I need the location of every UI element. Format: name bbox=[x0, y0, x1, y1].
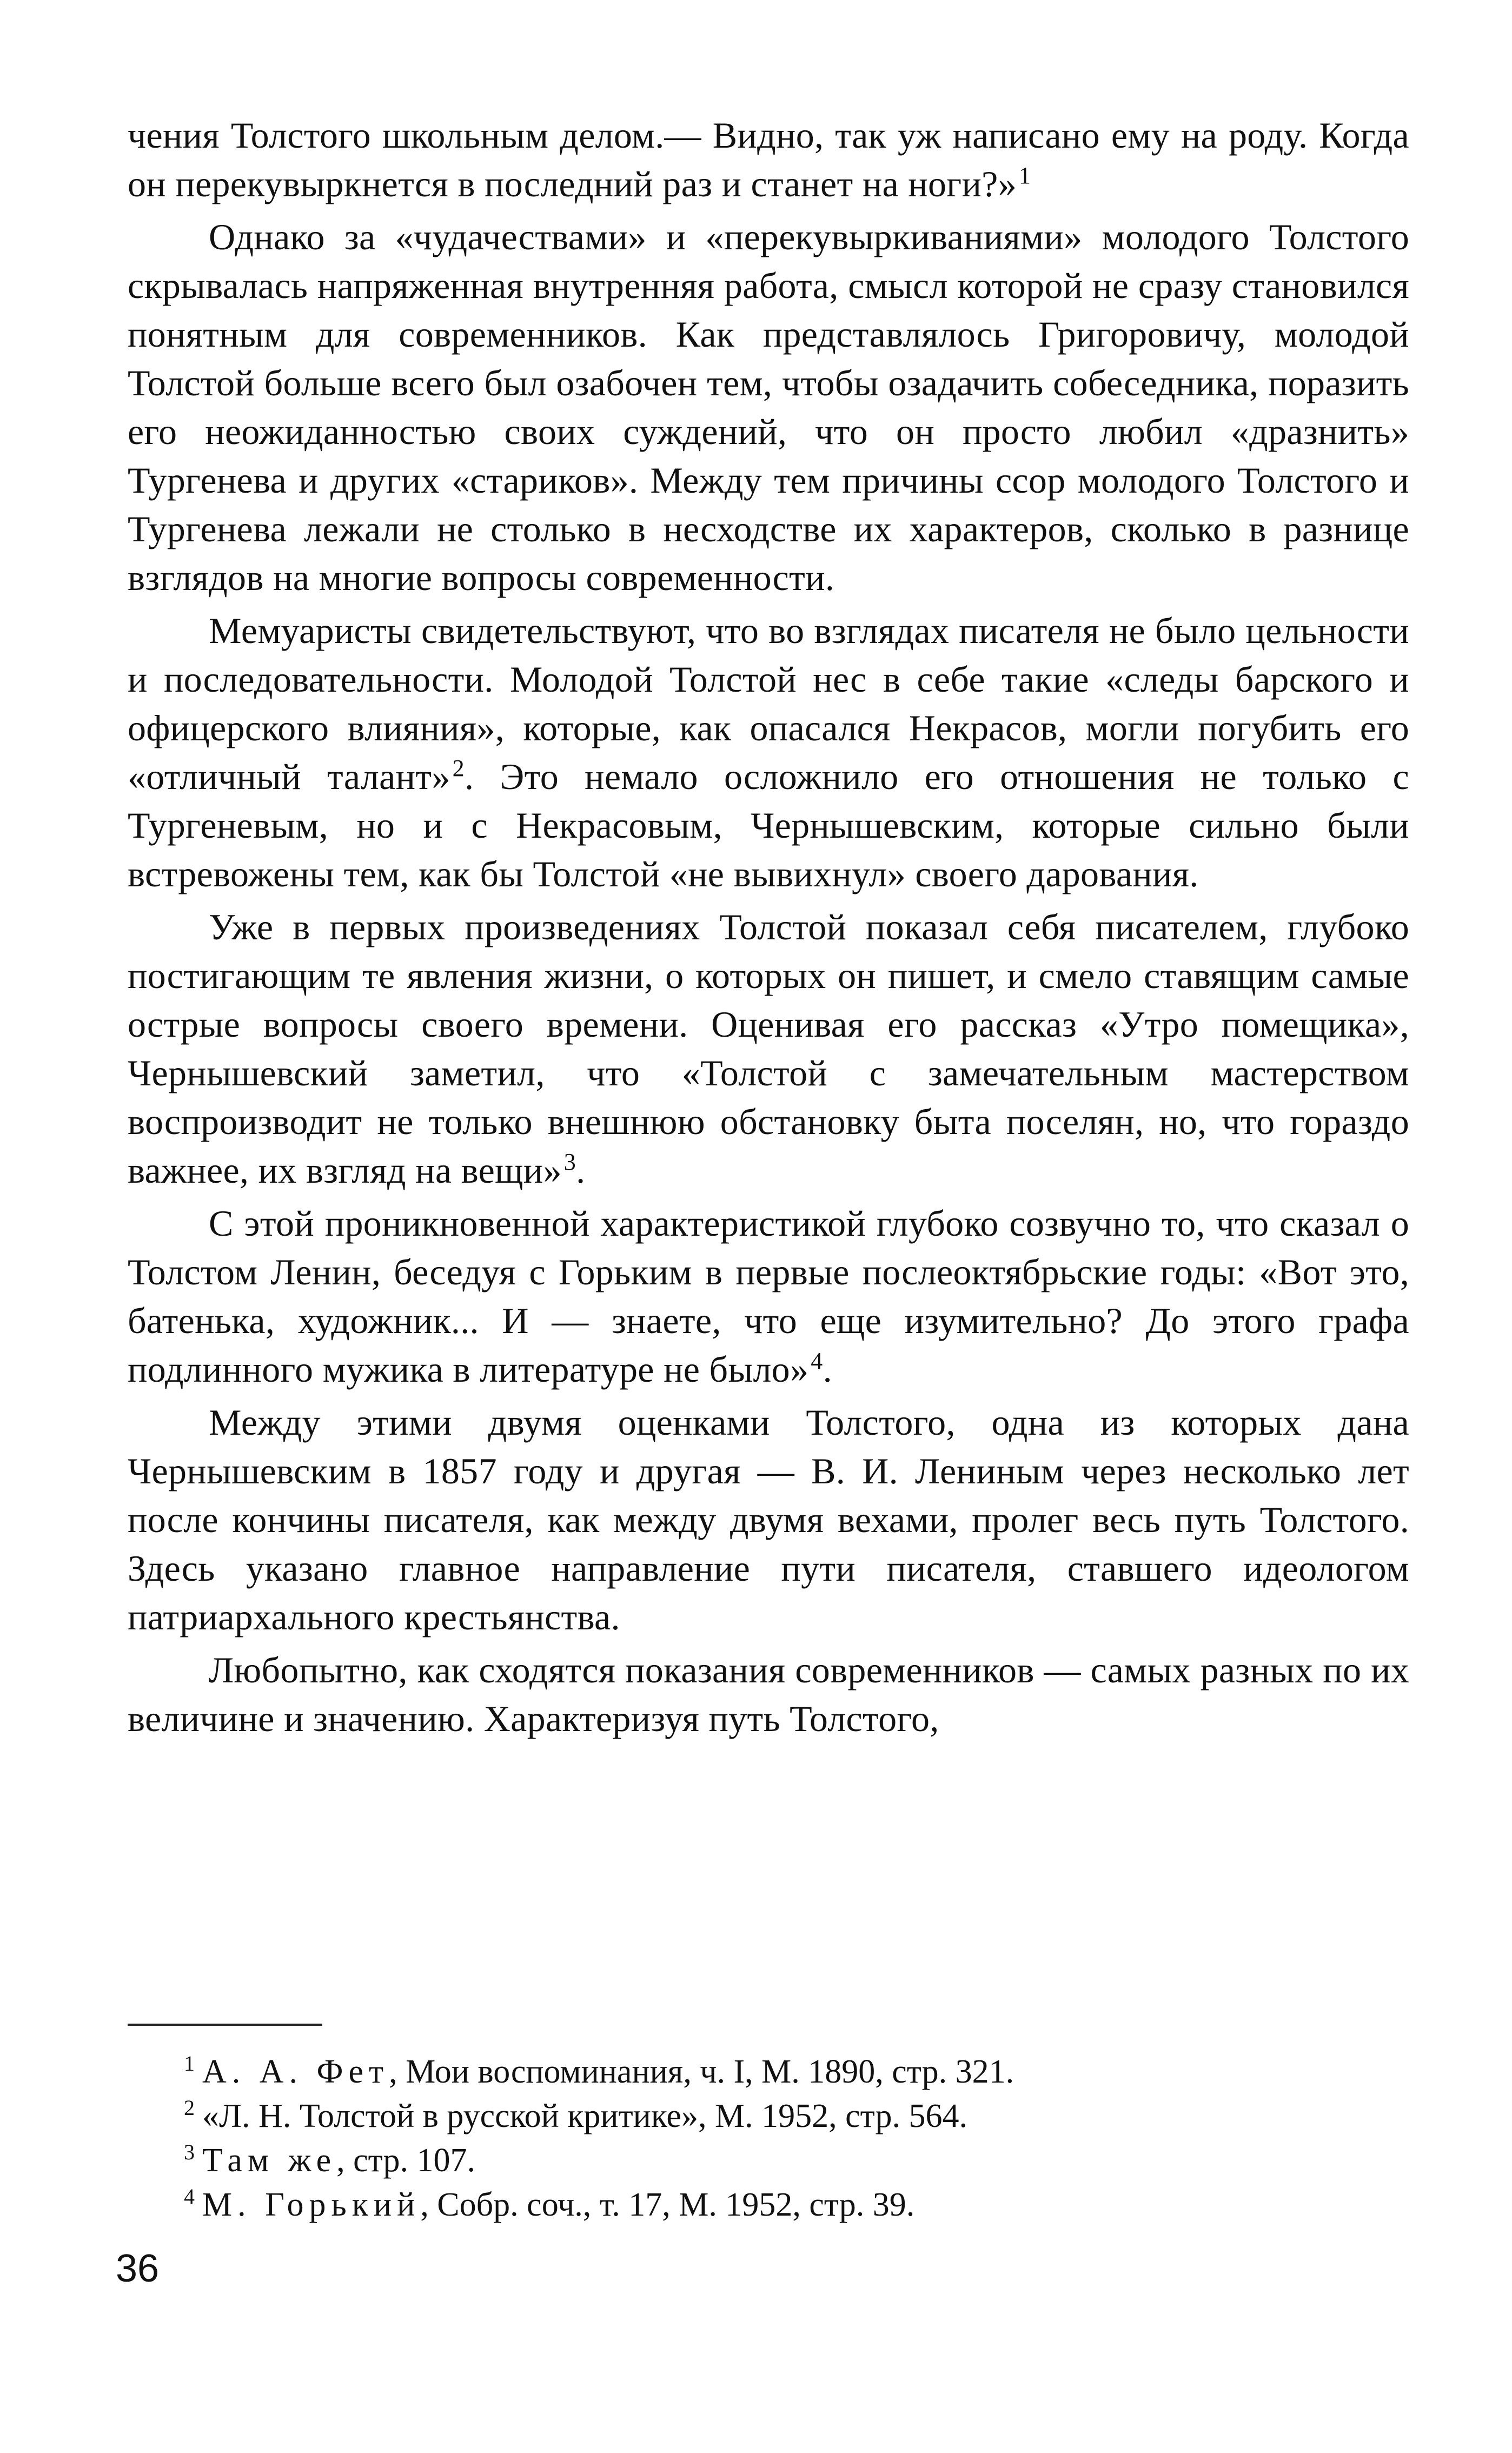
footnote-3 bbox=[184, 2138, 1374, 2183]
footnote-1-author: А. А. Фет bbox=[202, 2053, 389, 2090]
footnote-3-author: Там же bbox=[202, 2142, 337, 2179]
paragraph-2-text: Однако за «чудачествами» и «перекувыркиваниями» молодого Толстого скрывалась напряженная внутренняя работа, смысл которой не сразу становился понятным для современников. Как представлялось Григоровичу, молодой Толстой больше всего был озабочен тем, чтобы озадачить собеседника, поразить его неожиданностью своих суждений, что он просто любил «дразнить» Тургенева и других «стариков». Между тем причины ссор молодого Толстого и Тургенева лежали не столько в несходстве их характеров, сколько в разнице взглядов на многие вопросы современности. bbox=[128, 216, 1409, 598]
footnote-1-text: , Мои воспоминания, ч. I, М. 1890, стр. 321. bbox=[389, 2053, 1014, 2090]
footnote-ref-2[interactable]: 2 bbox=[452, 755, 465, 782]
footnotes bbox=[184, 2050, 1374, 2227]
paragraph-4-period: . bbox=[576, 1150, 586, 1191]
paragraph-1 bbox=[128, 111, 1409, 208]
paragraph-5 bbox=[128, 1199, 1409, 1394]
main-text bbox=[128, 111, 1409, 1747]
paragraph-7-text: Любопытно, как сходятся показания современников — самых разных по их величине и значению. Характеризуя путь Толстого, bbox=[128, 1649, 1409, 1739]
paragraph-7 bbox=[128, 1646, 1409, 1743]
footnote-divider bbox=[128, 2024, 322, 2026]
footnote-3-mark: 3 bbox=[184, 2140, 195, 2165]
page-number: 36 bbox=[116, 2247, 160, 2290]
footnote-1-mark: 1 bbox=[184, 2051, 195, 2076]
paragraph-3 bbox=[128, 606, 1409, 898]
footnote-2-mark: 2 bbox=[184, 2096, 195, 2120]
paragraph-4-text: Уже в первых произведениях Толстой показал себя писателем, глубоко постигающим те явления жизни, о которых он пишет, и смело ставящим самые острые вопросы своего времени. Оценивая его рассказ «Утро помещика», Чернышевский заметил, что «Толстой с замечательным мастерством воспроизводит не только внешнюю обстановку быта поселян, но, что гораздо важнее, их взгляд на вещи» bbox=[128, 906, 1409, 1191]
footnote-ref-1[interactable]: 1 bbox=[1018, 162, 1031, 189]
footnote-2-text: «Л. Н. Толстой в русской критике», М. 1952, стр. 564. bbox=[202, 2098, 967, 2134]
paragraph-1-text: чения Толстого школьным делом.— Видно, так уж написано ему на роду. Когда он перекувыркнется в последний раз и станет на ноги?» bbox=[128, 115, 1409, 204]
paragraph-5-text: С этой проникновенной характеристикой глубоко созвучно то, что сказал о Толстом Ленин, беседуя с Горьким в первые послеоктябрьские годы: «Вот это, батенька, художник... И — знаете, что еще изумительно? До этого графа подлинного мужика в литературе не было» bbox=[128, 1203, 1409, 1390]
footnote-4-mark: 4 bbox=[184, 2184, 195, 2209]
footnote-3-text: , стр. 107. bbox=[336, 2142, 475, 2179]
paragraph-2 bbox=[128, 213, 1409, 602]
paragraph-3-text-b: . Это немало осложнило его отношения не только с Тургеневым, но и с Некрасовым, Чернышевским, которые сильно были встревожены тем, как бы Толстой «не вывихнул» своего дарования. bbox=[128, 756, 1409, 894]
paragraph-4 bbox=[128, 903, 1409, 1195]
footnote-1 bbox=[184, 2050, 1374, 2094]
footnote-2 bbox=[184, 2094, 1374, 2138]
footnote-4 bbox=[184, 2183, 1374, 2227]
paragraph-5-period: . bbox=[823, 1349, 832, 1390]
footnote-ref-4[interactable]: 4 bbox=[811, 1348, 823, 1375]
footnote-4-author: М. Горький bbox=[202, 2186, 421, 2223]
paragraph-6 bbox=[128, 1398, 1409, 1641]
paragraph-6-text: Между этими двумя оценками Толстого, одна из которых дана Чернышевским в 1857 году и другая — В. И. Лениным через несколько лет после кончины писателя, как между двумя вехами, пролег весь путь Толстого. Здесь указано главное направление пути писателя, ставшего идеологом патриархального крестьянства. bbox=[128, 1402, 1409, 1637]
paragraph-3-text-a: Мемуаристы свидетельствуют, что во взглядах писателя не было цельности и последовательности. Молодой Толстой нес в себе такие «следы барского и офицерского влияния», которые, как опасался Некрасов, могли погубить его «отличный талант» bbox=[128, 610, 1409, 797]
footnote-ref-3[interactable]: 3 bbox=[563, 1149, 576, 1176]
footnote-4-text: , Собр. соч., т. 17, М. 1952, стр. 39. bbox=[420, 2186, 915, 2223]
